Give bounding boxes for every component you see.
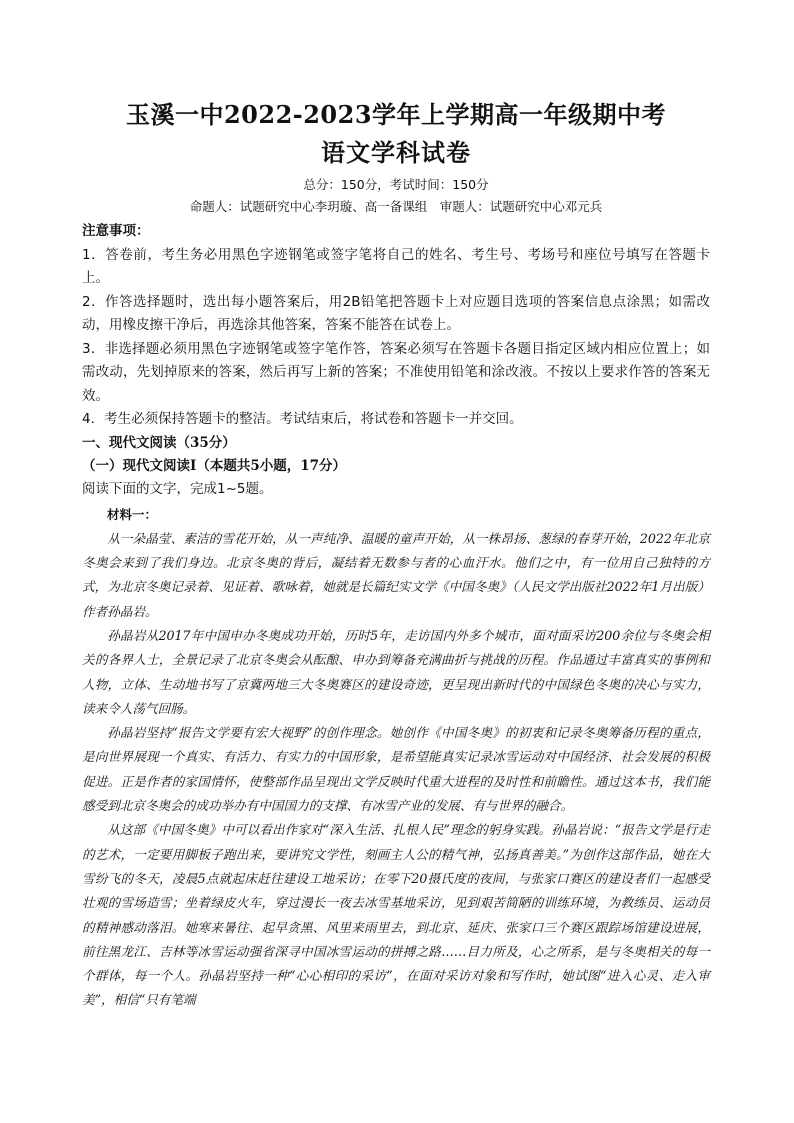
notes-item-1: 1．答卷前，考生务必用黑色字迹钢笔或签字笔将自己的姓名、考生号、考场号和座位号填写在答题卡上。: [82, 246, 710, 286]
notes-block: [82, 220, 710, 432]
passage-paragraph-1: 从一朵晶莹、素洁的雪花开始，从一声纯净、温暖的童声开始，从一株昂扬、葱绿的春芽开始，2022年北京冬奥会来到了我们身边。北京冬奥的背后，凝结着无数参与者的心血汗水。他们之中，有一位用自己独特的方式，为北京冬奥记录着、见证着、歌咏着，她就是长篇纪实文学《中国冬奥》（人民文学出版社2022年1月出版）作者孙晶岩。: [82, 530, 710, 619]
notes-item-4: 4．考生必须保持答题卡的整洁。考试结束后，将试卷和答题卡一并交回。: [82, 411, 523, 427]
exam-subtitle: 语文学科试卷: [321, 138, 471, 167]
notes-item-2: 2．作答选择题时，选出每小题答案后，用2B铅笔把答题卡上对应题目选项的答案信息点涂黑；如需改动，用橡皮擦干净后，再选涂其他答案，答案不能答在试卷上。: [82, 293, 710, 333]
material-label: 材料一：: [107, 506, 158, 522]
exam-authors: 命题人：试题研究中心李玥璇、高一备课组 审题人：试题研究中心邓元兵: [189, 199, 603, 214]
subsection-heading: （一）现代文阅读Ⅰ（本题共5小题，17分）: [82, 457, 346, 474]
score-time: 总分：150分，考试时间：150分: [303, 177, 489, 192]
reading-passage: [82, 503, 710, 1013]
reading-instruction: 阅读下面的文字，完成1~5题。: [82, 480, 273, 497]
exam-title: 玉溪一中2022-2023学年上学期高一年级期中考: [125, 100, 667, 129]
passage-paragraph-4: 从这部《中国冬奥》中可以看出作家对“深入生活、扎根人民”理念的躬身实践。孙晶岩说：“报告文学是行走的艺术，一定要用脚板子跑出来，要讲究文学性，刻画主人公的精气神，弘扬真善美。”为创作这部作品，她在大雪纷飞的冬天，凌晨5点就起床赶往建设工地采访；在零下20摄氏度的夜间，与张家口赛区的建设者们一起感受壮观的雪场造雪；坐着绿皮火车，穿过漫长一夜去冰雪基地采访，见到艰苦简陋的训练环境，为教练员、运动员的精神感动落泪。她寒来暑往、起早贪黑、风里来雨里去，到北京、延庆、张家口三个赛区跟踪场馆建设进展，前往黑龙江、吉林等冰雪运动强省深寻中国冰雪运动的拼搏之路……目力所及，心之所系，是与冬奥相关的每一个群体，每一个人。孙晶岩坚持一种“心心相印的采访”，在面对采访对象和写作时，她试图“进入心灵、走入审美”，相信“只有笔端: [82, 822, 710, 1008]
section-heading: 一、现代文阅读（35分）: [82, 434, 236, 451]
passage-paragraph-3: 孙晶岩坚持“报告文学要有宏大视野”的创作理念。她创作《中国冬奥》的初衷和记录冬奥筹备历程的重点，是向世界展现一个真实、有活力、有实力的中国形象，是希望能真实记录冰雪运动对中国经济、社会发展的积极促进。正是作者的家国情怀，使整部作品呈现出文学反映时代重大进程的及时性和前瞻性。通过这本书，我们能感受到北京冬奥会的成功举办有中国国力的支撑、有冰雪产业的发展、有与世界的融合。: [82, 725, 710, 814]
notes-item-3: 3．非选择题必须用黑色字迹钢笔或签字笔作答，答案必须写在答题卡各题目指定区域内相应位置上；如需改动，先划掉原来的答案，然后再写上新的答案；不准使用铅笔和涂改液。不按以上要求作答的答案无效。: [82, 340, 710, 404]
notes-heading: 注意事项：: [82, 223, 150, 239]
passage-paragraph-2: 孙晶岩从2017年中国申办冬奥成功开始，历时5年，走访国内外多个城市，面对面采访200余位与冬奥会相关的各界人士，全景记录了北京冬奥会从酝酿、申办到筹备充满曲折与挑战的历程。作品通过丰富真实的事例和人物，立体、生动地书写了京冀两地三大冬奥赛区的建设奇迹，更呈现出新时代的中国绿色冬奥的决心与实力，读来令人荡气回肠。: [82, 627, 710, 716]
